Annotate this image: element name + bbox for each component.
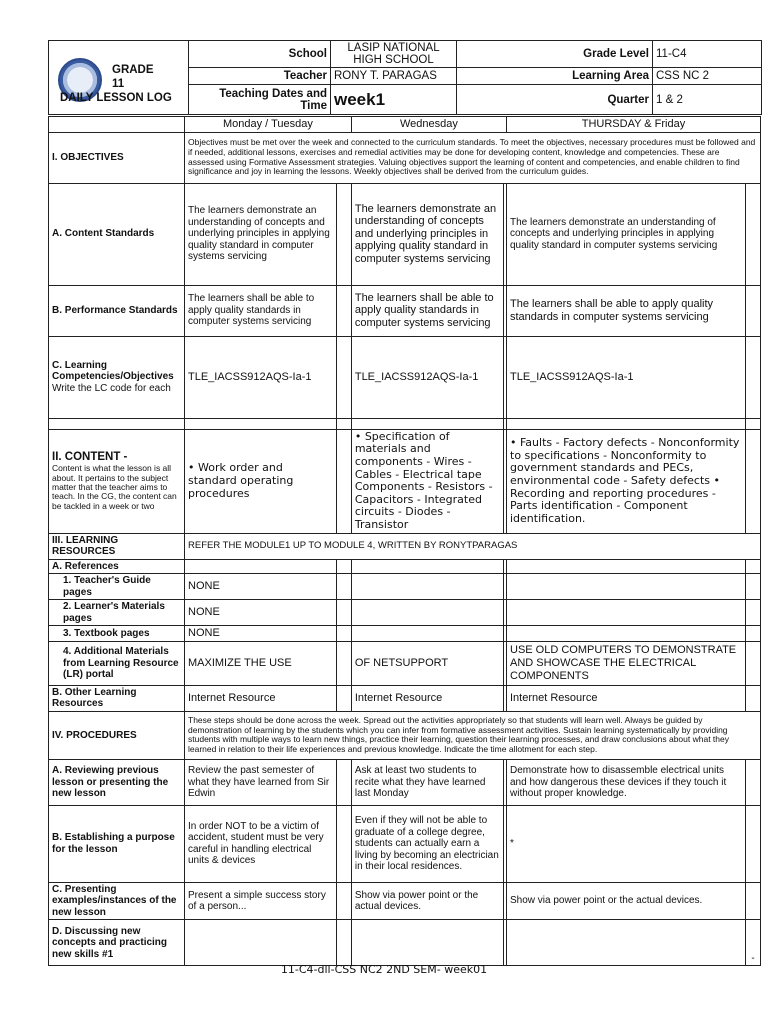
learning-area-value: CSS NC 2 <box>653 68 762 85</box>
proc-c-thu: Show via power point or the actual devices. <box>507 882 746 920</box>
day-header-thu: THURSDAY & Friday <box>507 117 761 133</box>
other-thu: Internet Resource <box>507 685 746 711</box>
proc-d-thu: - <box>746 920 761 966</box>
am-label: 4. Additional Materials from Learning Resource (LR) portal <box>49 641 185 685</box>
learning-area-label: Learning Area <box>457 68 653 85</box>
school-value: LASIP NATIONAL HIGH SCHOOL <box>331 41 457 68</box>
competencies-label: C. Learning Competencies/Objectives <box>52 359 174 383</box>
competencies-wed: TLE_IACSS912AQS-Ia-1 <box>351 336 503 418</box>
lm-value: NONE <box>185 600 337 626</box>
am-wed: OF NETSUPPORT <box>351 641 503 685</box>
proc-b-mon: In order NOT to be a victim of accident, student must be very careful in handling electrical units & devices <box>185 805 337 882</box>
lm-label: 2. Learner's Materials pages <box>49 600 185 626</box>
other-label: B. Other Learning Resources <box>49 685 185 711</box>
content-wed: • Specification of materials and components - Wires - Cables - Electrical tape Components - Resistors - Capacitors - Integrated circuits - Diodes - Transistor <box>351 429 503 533</box>
competencies-thu: TLE_IACSS912AQS-Ia-1 <box>507 336 746 418</box>
school-label: School <box>189 41 331 68</box>
tb-value: NONE <box>185 626 337 642</box>
grade-value: 11 <box>112 77 125 90</box>
performance-standards-wed: The learners shall be able to apply quality standards in computer systems servicing <box>351 285 503 336</box>
objectives-text: Objectives must be met over the week and connected to the curriculum standards. To meet the objectives, necessary procedures must be followed and if needed, additional lessons, exercises and remedial activities may be done for developing content, knowledge and competencies. These are assessed using Formative Assessment strategies. Valuing objectives support the learning of content and competencies, and enable children to find significance and joy in learning the lessons. Weekly objectives shall be derived from the curriculum guides. <box>185 132 761 183</box>
competencies-sub: Write the LC code for each <box>52 382 171 394</box>
proc-d-label: D. Discussing new concepts and practicing new skills #1 <box>49 920 185 966</box>
references-label: A. References <box>49 559 185 574</box>
tg-label: 1. Teacher's Guide pages <box>49 574 185 600</box>
content-mon: • Work order and standard operating procedures <box>185 429 337 533</box>
procedures-label: IV. PROCEDURES <box>49 711 185 759</box>
teacher-label: Teacher <box>189 68 331 85</box>
objectives-label: I. OBJECTIVES <box>49 132 185 183</box>
grade-level-label: Grade Level <box>457 41 653 68</box>
resources-text: REFER THE MODULE1 UP TO MODULE 4, WRITTEN BY RONYTPARAGAS <box>185 533 761 559</box>
content-standards-wed: The learners demonstrate an understanding of concepts and underlying principles in applying quality standard in computer systems servicing <box>351 183 503 285</box>
proc-a-label: A. Reviewing previous lesson or presenting the new lesson <box>49 759 185 805</box>
log-title: DAILY LESSON LOG <box>60 91 172 104</box>
resources-label: III. LEARNING RESOURCES <box>49 533 185 559</box>
teacher-value: RONY T. PARAGAS <box>331 68 457 85</box>
performance-standards-label: B. Performance Standards <box>49 285 185 336</box>
corner-cell <box>49 117 185 133</box>
am-mon: MAXIMIZE THE USE <box>185 641 337 685</box>
proc-a-mon: Review the past semester of what they have learned from Sir Edwin <box>185 759 337 805</box>
page-footer: 11-C4-dll-CSS NC2 2ND SEM- week01 <box>280 963 488 976</box>
content-cell <box>49 429 185 533</box>
tb-label: 3. Textbook pages <box>49 626 185 642</box>
competencies-mon: TLE_IACSS912AQS-Ia-1 <box>185 336 337 418</box>
content-standards-mon: The learners demonstrate an understanding of concepts and underlying principles in applying quality standard in computer systems servicing <box>185 183 337 285</box>
performance-standards-thu: The learners shall be able to apply quality standards in computer systems servicing <box>507 285 746 336</box>
proc-c-mon: Present a simple success story of a person... <box>185 882 337 920</box>
proc-c-label: C. Presenting examples/instances of the new lesson <box>49 882 185 920</box>
proc-a-thu: Demonstrate how to disassemble electrical units and how dangerous these devices if they touch it without proper knowledge. <box>507 759 746 805</box>
grade-level-value: 11-C4 <box>653 41 762 68</box>
quarter-value: 1 & 2 <box>653 85 762 115</box>
header-logo-cell <box>49 41 189 115</box>
quarter-label: Quarter <box>457 85 653 115</box>
content-standards-label: A. Content Standards <box>49 183 185 285</box>
grade-label: GRADE <box>112 63 154 76</box>
performance-standards-mon: The learners shall be able to apply quality standards in computer systems servicing <box>185 285 337 336</box>
day-header-wed: Wednesday <box>351 117 506 133</box>
lesson-log-table <box>48 116 761 966</box>
proc-b-label: B. Establishing a purpose for the lesson <box>49 805 185 882</box>
tg-value: NONE <box>185 574 337 600</box>
dates-label: Teaching Dates and Time <box>189 85 331 115</box>
day-header-mon: Monday / Tuesday <box>185 117 352 133</box>
dates-value: week1 <box>331 85 457 115</box>
proc-c-wed: Show via power point or the actual devices. <box>351 882 503 920</box>
proc-b-wed: Even if they will not be able to graduate of a college degree, students can actually earn a living by becoming an electrician in their local residences. <box>351 805 503 882</box>
competencies-cell <box>49 336 185 418</box>
procedures-text: These steps should be done across the week. Spread out the activities appropriately so that students will learn well. Always be guided by demonstration of learning by the students which you can infer from formative assessment activities. Sustain learning systematically by providing students with multiple ways to learn new things, practice their learning, question their learning processes, and draw conclusions about what they learned in relation to their life experiences and previous knowledge. Indicate the time allotment for each step. <box>185 711 761 759</box>
content-standards-thu: The learners demonstrate an understanding of concepts and underlying principles in applying quality standard in computer systems servicing <box>507 183 746 285</box>
content-sub: Content is what the lesson is all about. It pertains to the subject matter that the teacher aims to teach. In the CG, the content can be tackled in a week or two <box>52 463 177 511</box>
proc-a-wed: Ask at least two students to recite what they have learned last Monday <box>351 759 503 805</box>
content-thu: • Faults - Factory defects - Nonconformity to specifications - Nonconformity to government standards and PECs, environmental code - Safety defects • Recording and reporting procedures - Parts identification - Component identification. <box>507 429 746 533</box>
proc-b-thu: * <box>507 805 746 882</box>
am-thu: USE OLD COMPUTERS TO DEMONSTRATE AND SHOWCASE THE ELECTRICAL COMPONENTS <box>507 641 746 685</box>
other-mon: Internet Resource <box>185 685 337 711</box>
header-table <box>48 40 762 115</box>
content-label: II. CONTENT - <box>52 451 128 464</box>
other-wed: Internet Resource <box>351 685 503 711</box>
